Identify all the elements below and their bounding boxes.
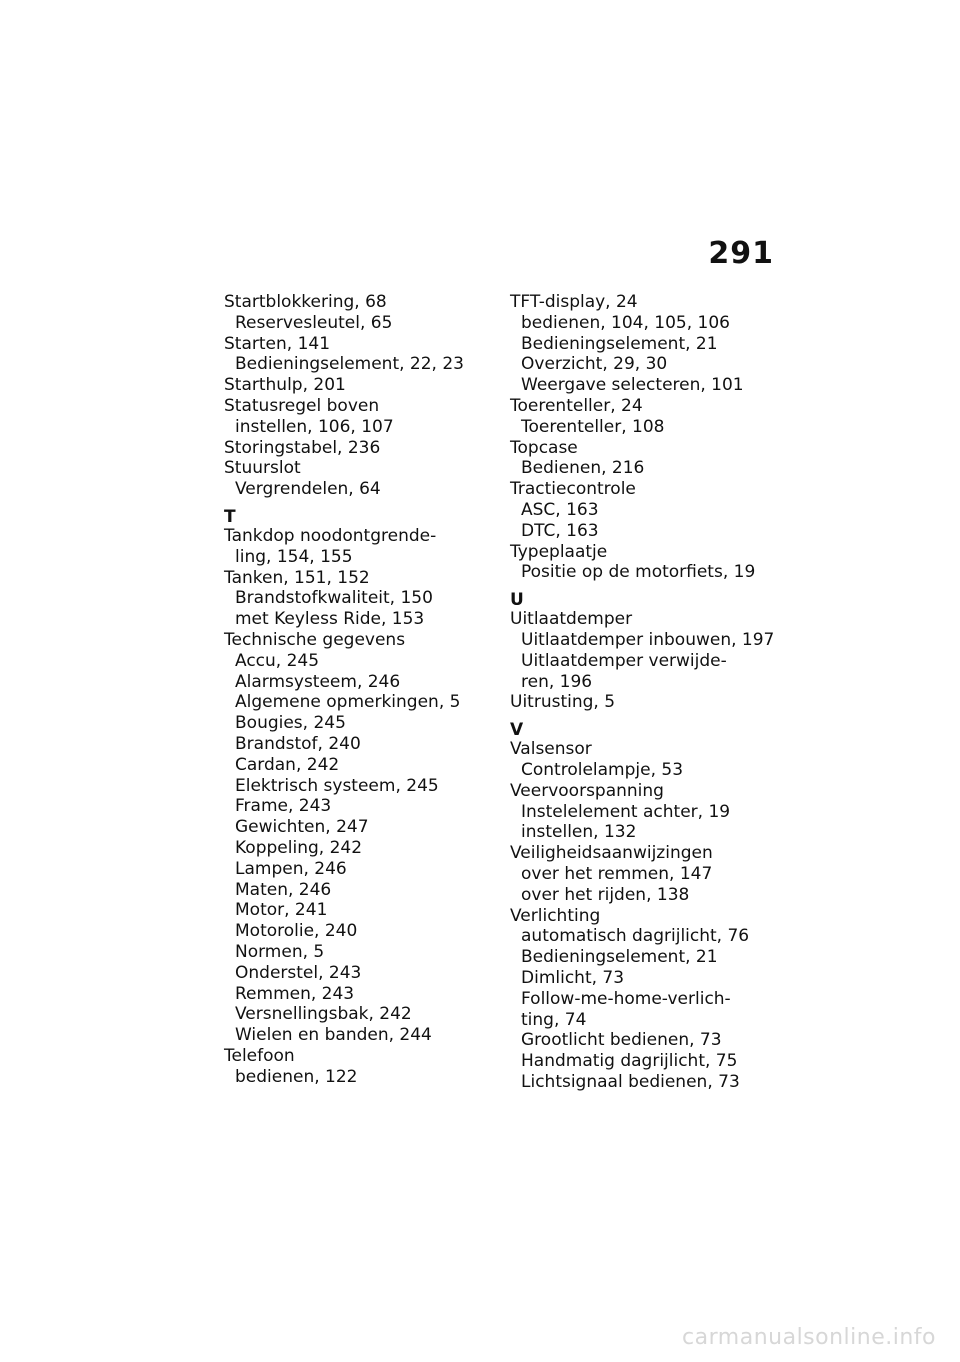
index-subentry: Koppeling, 242 [235, 837, 363, 858]
index-subentry: Bedienen, 216 [521, 458, 645, 479]
index-subentry: Remmen, 243 [235, 983, 355, 1004]
index-subentry: Maten, 246 [235, 879, 332, 900]
index-subentry: Positie op de motorfiets, 19 [521, 562, 756, 583]
index-subentry: Frame, 243 [235, 796, 332, 817]
index-subentry: Handmatig dagrijlicht, 75 [521, 1051, 738, 1072]
index-section-letter: U [510, 590, 524, 611]
index-subentry: Weergave selecteren, 101 [521, 375, 744, 396]
index-section-letter: V [510, 720, 524, 741]
index-subentry: Dimlicht, 73 [521, 967, 625, 988]
index-entry: Uitrusting, 5 [510, 692, 616, 713]
index-entry: Statusregel boven [224, 395, 380, 416]
index-entry: TFT-display, 24 [510, 292, 638, 312]
index-section-letter: T [224, 506, 236, 527]
index-subentry: Uitlaatdemper verwijde- [521, 650, 727, 671]
index-subentry: ling, 154, 155 [235, 546, 353, 567]
index-subentry: met Keyless Ride, 153 [235, 609, 425, 630]
index-entry: Veiligheidsaanwijzingen [510, 843, 713, 864]
index-subentry: Motorolie, 240 [235, 921, 358, 942]
index-subentry: DTC, 163 [521, 520, 599, 541]
index-entry: Tanken, 151, 152 [224, 567, 370, 588]
index-subentry: Gewichten, 247 [235, 817, 369, 838]
index-subentry: Follow-me-home-verlich- [521, 988, 731, 1009]
index-subentry: Lichtsignaal bedienen, 73 [521, 1071, 740, 1092]
index-entry: Technische gegevens [224, 629, 406, 650]
index-subentry: Motor, 241 [235, 900, 328, 921]
index-subentry: bedienen, 122 [235, 1066, 358, 1087]
index-subentry: Wielen en banden, 244 [235, 1025, 432, 1046]
index-entry: Startblokkering, 68 [224, 292, 387, 312]
index-subentry: ting, 74 [521, 1009, 587, 1030]
index-subentry: Lampen, 246 [235, 858, 347, 879]
index-subentry: bedienen, 104, 105, 106 [521, 312, 730, 333]
index-subentry: Instelelement achter, 19 [521, 801, 731, 822]
index-entry: Verlichting [510, 905, 601, 926]
index-subentry: Versnellingsbak, 242 [235, 1004, 412, 1025]
index-subentry: instellen, 132 [521, 822, 637, 843]
index-subentry: Bougies, 245 [235, 713, 346, 734]
index-subentry: Reservesleutel, 65 [235, 312, 393, 333]
index-subentry: Algemene opmerkingen, 5 [235, 692, 461, 713]
index-subentry: Bedieningselement, 22, 23 [235, 354, 464, 375]
index-entry: Tractiecontrole [510, 479, 636, 500]
index-subentry: Alarmsysteem, 246 [235, 671, 401, 692]
index-entry: Toerenteller, 24 [510, 395, 643, 416]
index-subentry: Onderstel, 243 [235, 962, 362, 983]
index-subentry: automatisch dagrijlicht, 76 [521, 926, 750, 947]
index-subentry: Cardan, 242 [235, 754, 340, 775]
index-entry: Starthulp, 201 [224, 375, 346, 396]
index-subentry: instellen, 106, 107 [235, 416, 394, 437]
index-subentry: ASC, 163 [521, 499, 599, 520]
index-entry: Uitlaatdemper [510, 609, 633, 630]
index-entry: Starten, 141 [224, 333, 331, 354]
index-subentry: Toerenteller, 108 [521, 416, 665, 437]
index-subentry: Brandstof, 240 [235, 733, 361, 754]
index-entry: Topcase [510, 437, 578, 458]
index-subentry: Uitlaatdemper inbouwen, 197 [521, 629, 775, 650]
index-subentry: Grootlicht bedienen, 73 [521, 1030, 722, 1051]
index-column-left [224, 292, 494, 1087]
index-subentry: ren, 196 [521, 671, 593, 692]
index-subentry: Bedieningselement, 21 [521, 333, 718, 354]
index-subentry: Controlelampje, 53 [521, 759, 684, 780]
index-subentry: Overzicht, 29, 30 [521, 354, 668, 375]
page-number: 291 [708, 236, 774, 271]
index-entry: Storingstabel, 236 [224, 437, 381, 458]
index-subentry: Accu, 245 [235, 650, 320, 671]
index-entry: Veervoorspanning [510, 780, 664, 801]
index-entry: Stuurslot [224, 458, 301, 479]
index-subentry: Vergrendelen, 64 [235, 479, 381, 500]
index-entry: Typeplaatje [510, 541, 608, 562]
index-entry: Telefoon [224, 1045, 295, 1066]
index-entry: Valsensor [510, 739, 592, 760]
index-subentry: Elektrisch systeem, 245 [235, 775, 439, 796]
index-entry: Tankdop noodontgrende- [224, 525, 437, 546]
index-column-right [510, 292, 790, 1093]
index-subentry: over het rijden, 138 [521, 884, 690, 905]
index-subentry: Normen, 5 [235, 941, 325, 962]
index-subentry: over het remmen, 147 [521, 863, 713, 884]
index-subentry: Brandstofkwaliteit, 150 [235, 588, 433, 609]
watermark-text: carmanualsonline.info [682, 1325, 936, 1350]
index-subentry: Bedieningselement, 21 [521, 947, 718, 968]
